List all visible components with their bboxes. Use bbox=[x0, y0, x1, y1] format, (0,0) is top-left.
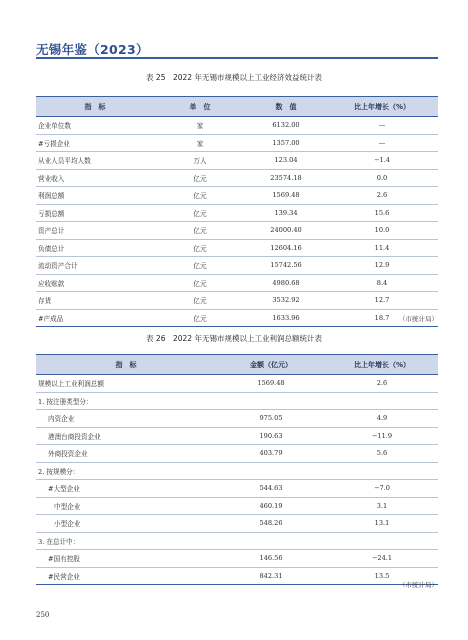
amount-cell: 403.79 bbox=[216, 445, 326, 463]
unit-cell: 亿元 bbox=[154, 292, 246, 310]
amount-cell: 842.31 bbox=[216, 567, 326, 585]
indicator-cell: 营业收入 bbox=[36, 169, 154, 187]
value-cell: 12604.16 bbox=[246, 239, 326, 257]
table25-caption: 表 25 2022 年无锡市规模以上工业经济效益统计表 bbox=[146, 73, 322, 82]
value-cell: 1569.48 bbox=[246, 187, 326, 205]
unit-cell: 亿元 bbox=[154, 204, 246, 222]
value-cell: 23574.18 bbox=[246, 169, 326, 187]
table25-header-growth: 比上年增长（%） bbox=[326, 97, 438, 117]
growth-cell: 2.6 bbox=[326, 375, 438, 393]
unit-cell: 亿元 bbox=[154, 257, 246, 275]
growth-cell: 4.9 bbox=[326, 410, 438, 428]
unit-cell: 亿元 bbox=[154, 274, 246, 292]
growth-cell bbox=[326, 392, 438, 410]
indicator-cell: 外商投资企业 bbox=[36, 445, 216, 463]
table25-header-unit: 单 位 bbox=[154, 97, 246, 117]
value-cell: 4980.68 bbox=[246, 274, 326, 292]
indicator-cell: 存货 bbox=[36, 292, 154, 310]
indicator-cell: #产成品 bbox=[36, 309, 154, 327]
table26-row bbox=[36, 567, 438, 585]
growth-cell: 15.6 bbox=[326, 204, 438, 222]
growth-cell: −1.4 bbox=[326, 152, 438, 170]
indicator-cell: 资产总计 bbox=[36, 222, 154, 240]
table25-header-indicator: 指 标 bbox=[36, 97, 154, 117]
table26-header-row bbox=[36, 355, 438, 375]
unit-cell: 亿元 bbox=[154, 309, 246, 327]
value-cell: 15742.56 bbox=[246, 257, 326, 275]
table26-header-growth: 比上年增长（%） bbox=[326, 355, 438, 375]
unit-cell: 亿元 bbox=[154, 169, 246, 187]
amount-cell: 975.05 bbox=[216, 410, 326, 428]
indicator-cell: 中型企业 bbox=[36, 497, 216, 515]
growth-cell bbox=[326, 532, 438, 550]
unit-cell: 万人 bbox=[154, 152, 246, 170]
indicator-cell: 3. 在总计中： bbox=[36, 532, 216, 550]
indicator-cell: #大型企业 bbox=[36, 480, 216, 498]
table25-row bbox=[36, 274, 438, 292]
indicator-cell: 1. 按注册类型分： bbox=[36, 392, 216, 410]
table26 bbox=[36, 354, 438, 585]
amount-cell: 1569.48 bbox=[216, 375, 326, 393]
unit-cell: 家 bbox=[154, 117, 246, 135]
table26-row bbox=[36, 497, 438, 515]
indicator-cell: 利润总额 bbox=[36, 187, 154, 205]
table25-header-row bbox=[36, 97, 438, 117]
amount-cell: 548.26 bbox=[216, 515, 326, 533]
indicator-cell: 亏损总额 bbox=[36, 204, 154, 222]
amount-cell bbox=[216, 392, 326, 410]
table25-row bbox=[36, 292, 438, 310]
table25-row bbox=[36, 257, 438, 275]
indicator-cell: 企业单位数 bbox=[36, 117, 154, 135]
amount-cell bbox=[216, 532, 326, 550]
table25-row bbox=[36, 204, 438, 222]
amount-cell bbox=[216, 462, 326, 480]
table26-row bbox=[36, 410, 438, 428]
indicator-cell: #亏损企业 bbox=[36, 134, 154, 152]
growth-cell: 11.4 bbox=[326, 239, 438, 257]
growth-cell bbox=[326, 462, 438, 480]
growth-cell: 10.0 bbox=[326, 222, 438, 240]
page-number: 250 bbox=[36, 611, 50, 619]
growth-cell: 13.1 bbox=[326, 515, 438, 533]
amount-cell: 544.63 bbox=[216, 480, 326, 498]
table25-row bbox=[36, 134, 438, 152]
header-rule bbox=[36, 57, 438, 59]
unit-cell: 家 bbox=[154, 134, 246, 152]
table25-header-value: 数 值 bbox=[246, 97, 326, 117]
growth-cell: 12.7 bbox=[326, 292, 438, 310]
indicator-cell: 负债总计 bbox=[36, 239, 154, 257]
value-cell: 1357.00 bbox=[246, 134, 326, 152]
table25-row bbox=[36, 152, 438, 170]
table25-row bbox=[36, 309, 438, 327]
table26-header-indicator: 指 标 bbox=[36, 355, 216, 375]
growth-cell: 8.4 bbox=[326, 274, 438, 292]
unit-cell: 亿元 bbox=[154, 222, 246, 240]
table26-row bbox=[36, 515, 438, 533]
indicator-cell: #民营企业 bbox=[36, 567, 216, 585]
indicator-cell: 规模以上工业利润总额 bbox=[36, 375, 216, 393]
indicator-cell: 港澳台商投资企业 bbox=[36, 427, 216, 445]
unit-cell: 亿元 bbox=[154, 187, 246, 205]
growth-cell: 18.7 bbox=[326, 309, 438, 327]
indicator-cell: 从业人员平均人数 bbox=[36, 152, 154, 170]
indicator-cell: 小型企业 bbox=[36, 515, 216, 533]
unit-cell: 亿元 bbox=[154, 239, 246, 257]
value-cell: 123.04 bbox=[246, 152, 326, 170]
table26-header-amount: 金额（亿元） bbox=[216, 355, 326, 375]
table26-row bbox=[36, 462, 438, 480]
growth-cell: — bbox=[326, 117, 438, 135]
book-title: 无锡年鉴（2023） bbox=[36, 42, 149, 57]
table26-row bbox=[36, 375, 438, 393]
growth-cell: 13.5 bbox=[326, 567, 438, 585]
table26-row bbox=[36, 392, 438, 410]
table26-source: （市统计局） bbox=[399, 581, 438, 589]
indicator-cell: #国有控股 bbox=[36, 550, 216, 568]
value-cell: 139.34 bbox=[246, 204, 326, 222]
amount-cell: 146.56 bbox=[216, 550, 326, 568]
growth-cell: — bbox=[326, 134, 438, 152]
indicator-cell: 流动资产合计 bbox=[36, 257, 154, 275]
indicator-cell: 内资企业 bbox=[36, 410, 216, 428]
table26-row bbox=[36, 550, 438, 568]
table26-row bbox=[36, 532, 438, 550]
table26-row bbox=[36, 445, 438, 463]
table25-row bbox=[36, 169, 438, 187]
table26-row bbox=[36, 480, 438, 498]
table25-row bbox=[36, 187, 438, 205]
value-cell: 3532.92 bbox=[246, 292, 326, 310]
growth-cell: 5.6 bbox=[326, 445, 438, 463]
amount-cell: 190.63 bbox=[216, 427, 326, 445]
growth-cell: −11.9 bbox=[326, 427, 438, 445]
table25-row bbox=[36, 239, 438, 257]
table25-source: （市统计局） bbox=[399, 315, 438, 323]
value-cell: 24000.40 bbox=[246, 222, 326, 240]
table25-row bbox=[36, 117, 438, 135]
growth-cell: 0.0 bbox=[326, 169, 438, 187]
table26-row bbox=[36, 427, 438, 445]
table25-row bbox=[36, 222, 438, 240]
growth-cell: −24.1 bbox=[326, 550, 438, 568]
growth-cell: 3.1 bbox=[326, 497, 438, 515]
growth-cell: −7.0 bbox=[326, 480, 438, 498]
growth-cell: 2.6 bbox=[326, 187, 438, 205]
indicator-cell: 2. 按规模分： bbox=[36, 462, 216, 480]
value-cell: 6132.00 bbox=[246, 117, 326, 135]
amount-cell: 460.19 bbox=[216, 497, 326, 515]
growth-cell: 12.9 bbox=[326, 257, 438, 275]
value-cell: 1633.96 bbox=[246, 309, 326, 327]
table26-caption: 表 26 2022 年无锡市规模以上工业利润总额统计表 bbox=[146, 334, 322, 343]
table25 bbox=[36, 96, 438, 327]
indicator-cell: 应收账款 bbox=[36, 274, 154, 292]
